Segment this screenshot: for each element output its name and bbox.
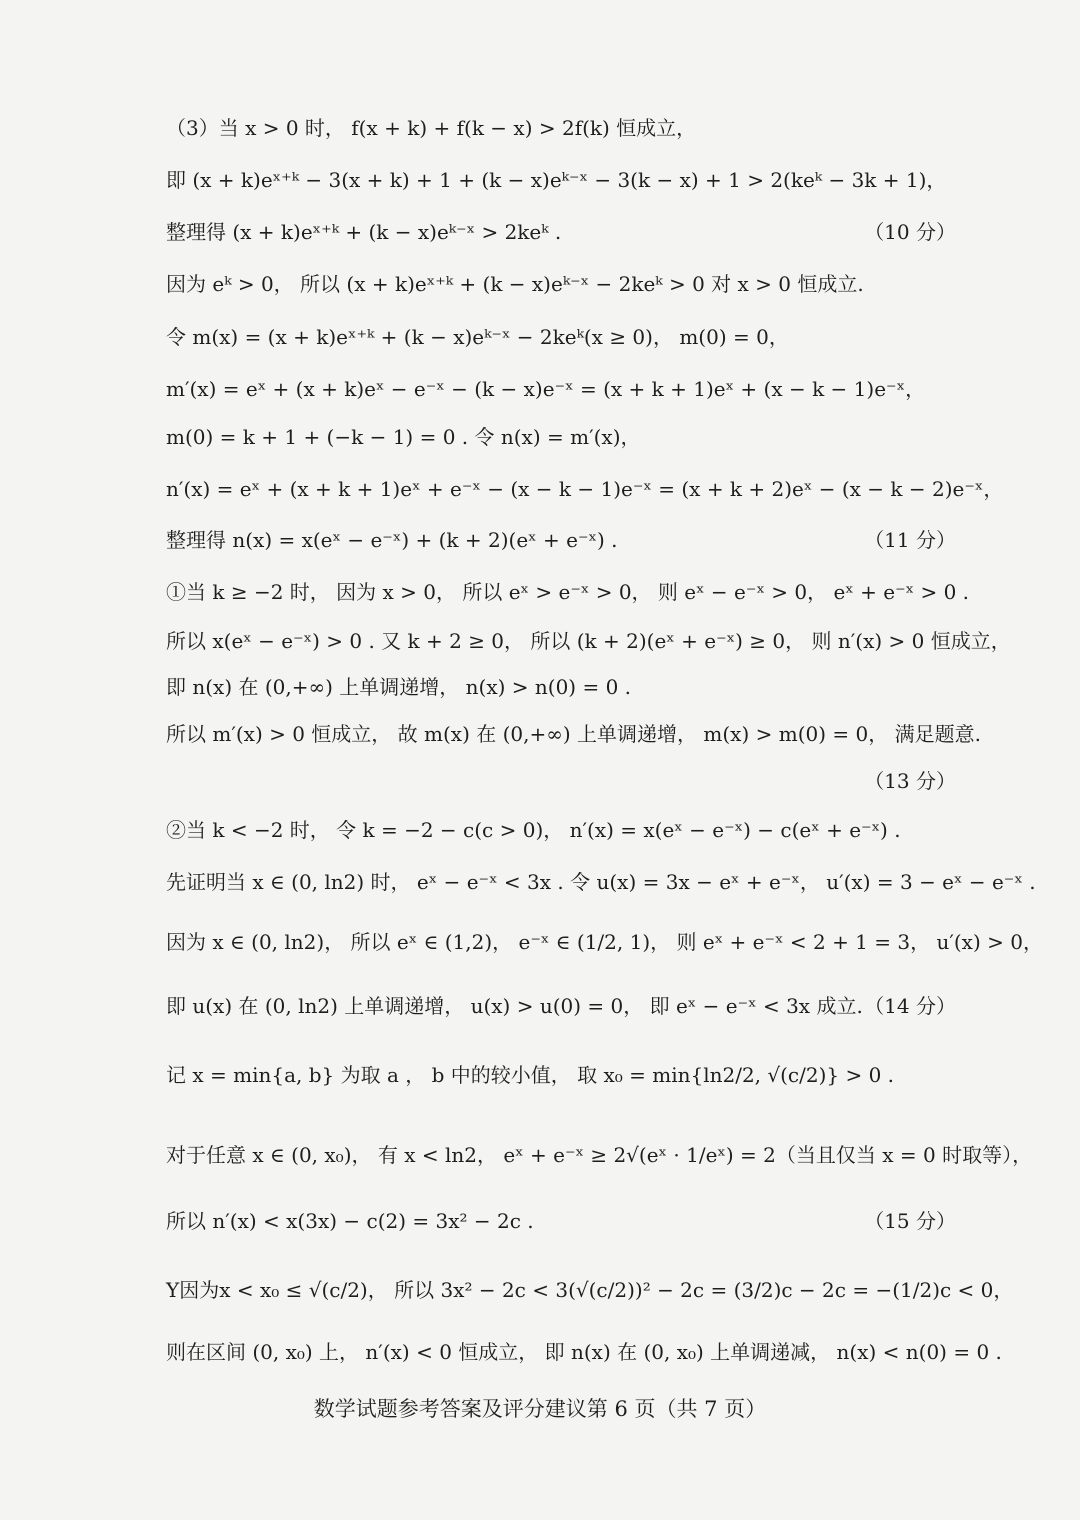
solution-line: ①当 k ≥ −2 时， 因为 x > 0， 所以 eˣ > e⁻ˣ > 0， 则 eˣ − e⁻ˣ > 0， eˣ + e⁻ˣ > 0 . xyxy=(166,580,970,604)
solution-line: n′(x) = eˣ + (x + k + 1)eˣ + e⁻ˣ − (x − k − 1)e⁻ˣ = (x + k + 2)eˣ − (x − k − 2)e⁻ˣ， xyxy=(166,477,1004,501)
solution-line: Y因为x < x₀ ≤ √(c/2)， 所以 3x² − 2c < 3(√(c/2))² − 2c = (3/2)c − 2c = −(1/2)c < 0， xyxy=(166,1278,1014,1302)
solution-line: 记 x = min{a, b} 为取 a ， b 中的较小值， 取 x₀ = min{ln2/2, √(c/2)} > 0 . xyxy=(166,1063,895,1087)
solution-line: ②当 k < −2 时， 令 k = −2 − c(c > 0)， n′(x) = x(eˣ − e⁻ˣ) − c(eˣ + e⁻ˣ) . xyxy=(166,818,901,842)
solution-line: 即 n(x) 在 (0,+∞) 上单调递增， n(x) > n(0) = 0 . xyxy=(166,675,632,699)
solution-line: 令 m(x) = (x + k)eˣ⁺ᵏ + (k − x)eᵏ⁻ˣ − 2keᵏ(x ≥ 0)， m(0) = 0， xyxy=(166,325,789,349)
solution-line: 即 (x + k)eˣ⁺ᵏ − 3(x + k) + 1 + (k − x)eᵏ⁻ˣ − 3(k − x) + 1 > 2(keᵏ − 3k + 1)， xyxy=(166,168,947,192)
score-marker: （14 分） xyxy=(864,994,956,1018)
score-marker: （10 分） xyxy=(864,220,956,244)
solution-line: 所以 x(eˣ − e⁻ˣ) > 0 . 又 k + 2 ≥ 0， 所以 (k + 2)(eˣ + e⁻ˣ) ≥ 0， 则 n′(x) > 0 恒成立， xyxy=(166,629,1011,653)
solution-line: 即 u(x) 在 (0, ln2) 上单调递增， u(x) > u(0) = 0， 即 eˣ − e⁻ˣ < 3x 成立. xyxy=(166,994,863,1018)
solution-line: 对于任意 x ∈ (0, x₀)， 有 x < ln2， eˣ + e⁻ˣ ≥ 2√(eˣ · 1/eˣ) = 2（当且仅当 x = 0 时取等）， xyxy=(166,1143,1033,1167)
solution-line: 整理得 n(x) = x(eˣ − e⁻ˣ) + (k + 2)(eˣ + e⁻ˣ) . xyxy=(166,528,618,552)
solution-line: 因为 eᵏ > 0， 所以 (x + k)eˣ⁺ᵏ + (k − x)eᵏ⁻ˣ − 2keᵏ > 0 对 x > 0 恒成立. xyxy=(166,272,864,296)
solution-line: 所以 n′(x) < x(3x) − c(2) = 3x² − 2c . xyxy=(166,1209,534,1233)
solution-line: 因为 x ∈ (0, ln2)， 所以 eˣ ∈ (1,2)， e⁻ˣ ∈ (1/2, 1)， 则 eˣ + e⁻ˣ < 2 + 1 = 3， u′(x) > 0， xyxy=(166,930,1043,954)
solution-line: m′(x) = eˣ + (x + k)eˣ − e⁻ˣ − (k − x)e⁻ˣ = (x + k + 1)eˣ + (x − k − 1)e⁻ˣ， xyxy=(166,377,926,401)
solution-line: 整理得 (x + k)eˣ⁺ᵏ + (k − x)eᵏ⁻ˣ > 2keᵏ . xyxy=(166,220,562,244)
score-marker: （13 分） xyxy=(864,769,956,793)
solution-line: 所以 m′(x) > 0 恒成立， 故 m(x) 在 (0,+∞) 上单调递增， m(x) > m(0) = 0， 满足题意. xyxy=(166,722,981,746)
solution-line: （3）当 x > 0 时， f(x + k) + f(k − x) > 2f(k) 恒成立， xyxy=(166,116,697,140)
solution-line: m(0) = k + 1 + (−k − 1) = 0 . 令 n(x) = m′(x)， xyxy=(166,425,641,449)
score-marker: （15 分） xyxy=(864,1209,956,1233)
solution-line: 先证明当 x ∈ (0, ln2) 时， eˣ − e⁻ˣ < 3x . 令 u(x) = 3x − eˣ + e⁻ˣ， u′(x) = 3 − eˣ − e⁻ˣ . xyxy=(166,870,1036,894)
score-marker: （11 分） xyxy=(864,528,956,552)
solution-line: 则在区间 (0, x₀) 上， n′(x) < 0 恒成立， 即 n(x) 在 (0, x₀) 上单调递减， n(x) < n(0) = 0 . xyxy=(166,1340,1002,1364)
page-footer: 数学试题参考答案及评分建议第 6 页（共 7 页） xyxy=(313,1397,767,1421)
